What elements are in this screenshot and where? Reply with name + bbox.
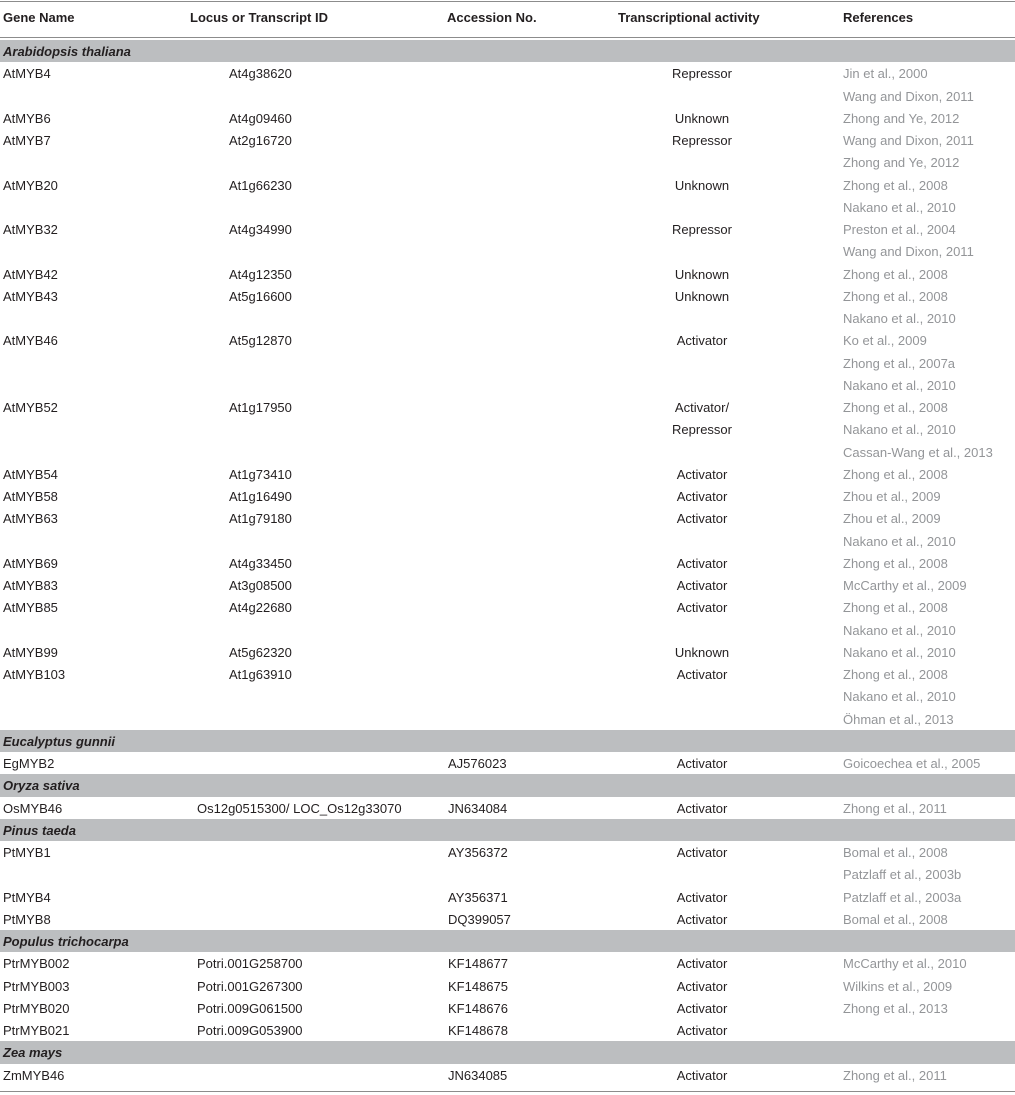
table-row <box>0 596 1015 618</box>
locus-cell: Os12g0515300/ LOC_Os12g33070 <box>197 800 402 816</box>
header-gene-name: Gene Name <box>3 10 75 25</box>
gene-name-cell: AtMYB20 <box>3 177 58 193</box>
species-header-row <box>0 1041 1015 1063</box>
species-header-row <box>0 819 1015 841</box>
locus-cell: At1g17950 <box>229 400 292 415</box>
reference-cell: McCarthy et al., 2009 <box>843 578 967 593</box>
gene-name-cell: AtMYB42 <box>3 266 58 282</box>
reference-cell: Ko et al., 2009 <box>843 333 927 349</box>
gene-name-cell: AtMYB6 <box>3 110 51 126</box>
table-bottom-rule <box>0 1091 1015 1092</box>
locus-cell: At5g12870 <box>229 333 292 349</box>
header-activity: Transcriptional activity <box>618 10 760 25</box>
accession-cell: KF148676 <box>448 1000 508 1016</box>
locus-cell: At1g66230 <box>229 177 292 193</box>
reference-cell: Wilkins et al., 2009 <box>843 978 953 994</box>
table-row <box>0 374 1015 396</box>
reference-cell: Zhong et al., 2011 <box>843 800 947 816</box>
activity-cell: Activator <box>676 956 728 972</box>
gene-name-cell: EgMYB2 <box>3 756 55 771</box>
species-header-row <box>0 730 1015 752</box>
activity-cell: Activator <box>676 845 728 860</box>
gene-name-cell: PtrMYB020 <box>3 1000 70 1016</box>
locus-cell: At5g16600 <box>229 288 292 304</box>
reference-cell: Zhong et al., 2008 <box>843 555 948 571</box>
locus-cell: At5g62320 <box>229 644 292 660</box>
locus-cell: At4g12350 <box>229 266 292 282</box>
locus-cell: At4g34990 <box>229 222 292 237</box>
gene-name-cell: AtMYB99 <box>3 644 58 660</box>
gene-name-cell: AtMYB32 <box>3 222 58 237</box>
activity-cell: Activator <box>676 511 728 527</box>
reference-cell: Zhou et al., 2009 <box>843 489 941 504</box>
reference-cell: Zhong et al., 2011 <box>843 1067 947 1083</box>
table-row <box>0 619 1015 641</box>
table-row <box>0 196 1015 218</box>
gene-name-cell: OsMYB46 <box>3 800 63 816</box>
activity-cell: Activator <box>676 466 728 482</box>
species-header-row <box>0 774 1015 796</box>
reference-cell: Goicoechea et al., 2005 <box>843 756 981 771</box>
activity-cell: Activator <box>676 578 728 593</box>
table-row <box>0 530 1015 552</box>
table-row <box>0 863 1015 885</box>
reference-cell: Zhong et al., 2013 <box>843 1000 948 1016</box>
table-row <box>0 952 1015 974</box>
species-name: Arabidopsis thaliana <box>3 44 131 59</box>
locus-cell: Potri.009G053900 <box>197 1023 303 1038</box>
activity-cell: Activator <box>676 1023 728 1038</box>
activity-cell: Activator <box>676 889 728 905</box>
accession-cell: JN634085 <box>448 1067 508 1083</box>
activity-cell: Activator <box>676 800 728 816</box>
reference-cell: Wang and Dixon, 2011 <box>843 133 974 148</box>
reference-cell: Bomal et al., 2008 <box>843 845 948 860</box>
gene-name-cell: AtMYB85 <box>3 600 58 616</box>
activity-cell: Repressor <box>672 422 732 438</box>
gene-name-cell: AtMYB7 <box>3 133 51 148</box>
reference-cell: Zhong et al., 2008 <box>843 177 948 193</box>
locus-cell: At1g63910 <box>229 667 292 682</box>
table-row <box>0 151 1015 173</box>
species-name: Populus trichocarpa <box>3 934 129 949</box>
table-row <box>0 307 1015 329</box>
locus-cell: At1g79180 <box>229 511 292 527</box>
reference-cell: Zhong et al., 2008 <box>843 288 948 304</box>
activity-cell: Repressor <box>672 133 732 148</box>
activity-cell: Activator <box>676 333 728 349</box>
accession-cell: KF148678 <box>448 1023 508 1038</box>
activity-cell: Unknown <box>674 644 730 660</box>
table-row <box>0 975 1015 997</box>
table-row <box>0 329 1015 351</box>
table-row <box>0 507 1015 529</box>
reference-cell: Nakano et al., 2010 <box>843 689 956 705</box>
gene-name-cell: AtMYB54 <box>3 466 58 482</box>
activity-cell: Unknown <box>674 177 730 193</box>
table-top-rule <box>0 1 1015 2</box>
table-row <box>0 908 1015 930</box>
accession-cell: DQ399057 <box>448 911 511 927</box>
table-row <box>0 797 1015 819</box>
reference-cell: Wang and Dixon, 2011 <box>843 244 974 260</box>
accession-cell: KF148677 <box>448 956 508 972</box>
activity-cell: Activator <box>676 756 728 771</box>
locus-cell: At4g38620 <box>229 66 292 82</box>
gene-name-cell: AtMYB63 <box>3 511 58 527</box>
table-row <box>0 997 1015 1019</box>
gene-name-cell: AtMYB83 <box>3 578 58 593</box>
header-references: References <box>843 10 914 25</box>
table-row <box>0 240 1015 262</box>
gene-name-cell: AtMYB52 <box>3 400 58 415</box>
reference-cell: Zhong et al., 2008 <box>843 600 948 616</box>
locus-cell: At3g08500 <box>229 578 292 593</box>
table-row <box>0 463 1015 485</box>
reference-cell: Bomal et al., 2008 <box>843 911 948 927</box>
table-row <box>0 263 1015 285</box>
reference-cell: Jin et al., 2000 <box>843 66 928 82</box>
reference-cell: Zhong and Ye, 2012 <box>843 155 960 171</box>
activity-cell: Activator <box>676 911 728 927</box>
gene-name-cell: PtMYB8 <box>3 911 51 927</box>
header-locus: Locus or Transcript ID <box>190 10 328 25</box>
species-header-row <box>0 930 1015 952</box>
reference-cell: Nakano et al., 2010 <box>843 377 956 393</box>
reference-cell: McCarthy et al., 2010 <box>843 956 967 972</box>
table-row <box>0 552 1015 574</box>
table-row <box>0 62 1015 84</box>
reference-cell: Nakano et al., 2010 <box>843 311 956 326</box>
reference-cell: Wang and Dixon, 2011 <box>843 88 974 104</box>
species-name: Oryza sativa <box>3 778 80 794</box>
table-row <box>0 174 1015 196</box>
reference-cell: Nakano et al., 2010 <box>843 422 956 438</box>
gene-name-cell: AtMYB46 <box>3 333 58 349</box>
activity-cell: Activator <box>676 1067 728 1083</box>
gene-name-cell: AtMYB69 <box>3 555 58 571</box>
table-row <box>0 1019 1015 1041</box>
activity-cell: Activator/ <box>674 400 730 415</box>
accession-cell: AY356372 <box>448 845 508 860</box>
activity-cell: Unknown <box>674 110 730 126</box>
gene-name-cell: AtMYB103 <box>3 667 66 682</box>
accession-cell: AY356371 <box>448 889 508 905</box>
reference-cell: Zhong et al., 2008 <box>843 400 948 415</box>
gene-name-cell: AtMYB58 <box>3 489 58 504</box>
table-row <box>0 574 1015 596</box>
accession-cell: KF148675 <box>448 978 508 994</box>
gene-name-cell: ZmMYB46 <box>3 1067 65 1083</box>
locus-cell: At1g16490 <box>229 489 292 504</box>
reference-cell: Patzlaff et al., 2003b <box>843 867 962 883</box>
header-rule <box>0 37 1015 38</box>
reference-cell: Zhong et al., 2008 <box>843 667 948 682</box>
activity-cell: Activator <box>676 667 728 682</box>
accession-cell: AJ576023 <box>448 756 507 771</box>
species-name: Eucalyptus gunnii <box>3 733 115 749</box>
table-row <box>0 418 1015 440</box>
reference-cell: Zhong and Ye, 2012 <box>843 110 960 126</box>
table-row <box>0 485 1015 507</box>
species-header-row <box>0 40 1015 62</box>
reference-cell: Nakano et al., 2010 <box>843 533 956 549</box>
activity-cell: Activator <box>676 1000 728 1016</box>
table-row <box>0 352 1015 374</box>
gene-name-cell: AtMYB4 <box>3 66 51 82</box>
reference-cell: Cassan-Wang et al., 2013 <box>843 444 993 460</box>
gene-name-cell: AtMYB43 <box>3 288 58 304</box>
activity-cell: Repressor <box>672 222 732 237</box>
species-name: Zea mays <box>3 1045 63 1061</box>
locus-cell: At4g09460 <box>229 110 292 126</box>
table-row <box>0 708 1015 730</box>
locus-cell: Potri.001G258700 <box>197 956 303 972</box>
locus-cell: At1g73410 <box>229 466 292 482</box>
table-row <box>0 886 1015 908</box>
reference-cell: Nakano et al., 2010 <box>843 199 956 215</box>
table-body <box>0 40 1015 1086</box>
table-row <box>0 218 1015 240</box>
activity-cell: Unknown <box>674 288 730 304</box>
table-row <box>0 441 1015 463</box>
header-accession: Accession No. <box>447 10 537 25</box>
activity-cell: Activator <box>676 555 728 571</box>
species-name: Pinus taeda <box>3 822 76 838</box>
table-row <box>0 841 1015 863</box>
table-row <box>0 685 1015 707</box>
table-row <box>0 285 1015 307</box>
reference-cell: Patzlaff et al., 2003a <box>843 889 962 905</box>
reference-cell: Preston et al., 2004 <box>843 222 956 237</box>
gene-name-cell: PtrMYB021 <box>3 1023 70 1038</box>
gene-name-cell: PtrMYB002 <box>3 956 70 972</box>
reference-cell: Zhong et al., 2008 <box>843 466 948 482</box>
activity-cell: Unknown <box>674 266 730 282</box>
reference-cell: Nakano et al., 2010 <box>843 622 956 638</box>
locus-cell: At4g22680 <box>229 600 292 616</box>
locus-cell: At4g33450 <box>229 555 292 571</box>
locus-cell: At2g16720 <box>229 133 292 148</box>
gene-name-cell: PtrMYB003 <box>3 978 70 994</box>
activity-cell: Activator <box>676 978 728 994</box>
locus-cell: Potri.001G267300 <box>197 978 303 994</box>
activity-cell: Activator <box>676 489 728 504</box>
table-row <box>0 752 1015 774</box>
gene-name-cell: PtMYB4 <box>3 889 51 905</box>
gene-name-cell: PtMYB1 <box>3 845 51 860</box>
reference-cell: Zhong et al., 2007a <box>843 355 956 371</box>
table-row <box>0 641 1015 663</box>
activity-cell: Repressor <box>672 66 732 82</box>
reference-cell: Nakano et al., 2010 <box>843 644 956 660</box>
table-row <box>0 107 1015 129</box>
locus-cell: Potri.009G061500 <box>197 1000 303 1016</box>
activity-cell: Activator <box>676 600 728 616</box>
table-row <box>0 85 1015 107</box>
reference-cell: Zhong et al., 2008 <box>843 266 948 282</box>
table-row <box>0 1064 1015 1086</box>
reference-cell: Zhou et al., 2009 <box>843 511 941 527</box>
table-row <box>0 663 1015 685</box>
table-row <box>0 396 1015 418</box>
accession-cell: JN634084 <box>448 800 508 816</box>
table-row <box>0 129 1015 151</box>
reference-cell: Öhman et al., 2013 <box>843 711 954 727</box>
